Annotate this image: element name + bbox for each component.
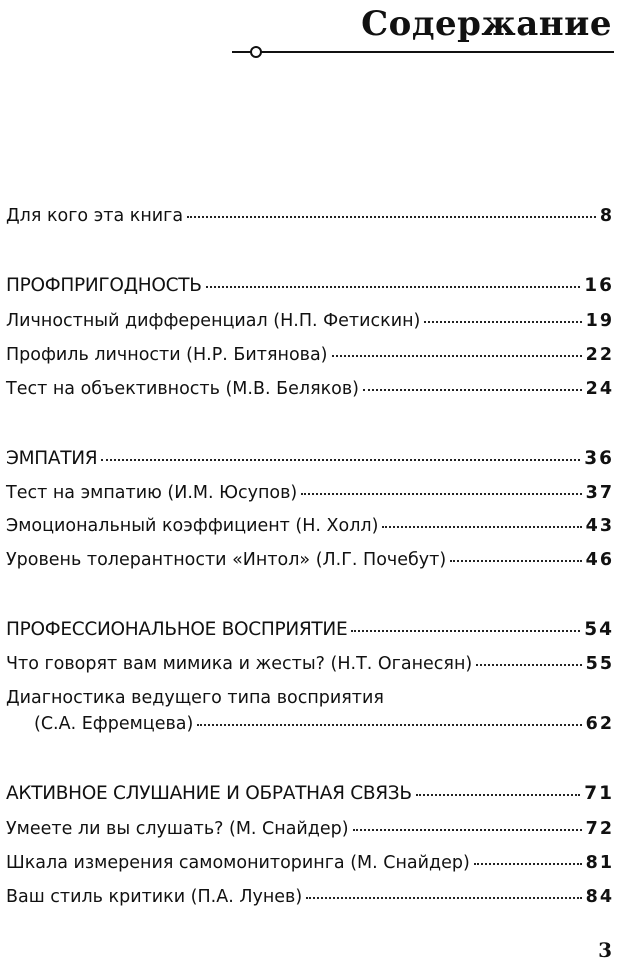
toc-entry[interactable] xyxy=(6,886,614,908)
toc-entry-label: Тест на объективность (М.В. Беляков) xyxy=(6,379,360,399)
toc-entry-label: (С.А. Ефремцева) xyxy=(34,714,194,734)
toc-entry-label: Личностный дифференциал (Н.П. Фетискин) xyxy=(6,311,421,331)
dot-leader xyxy=(206,286,581,288)
dot-leader xyxy=(101,459,580,461)
toc-entry-page: 71 xyxy=(584,783,614,804)
toc-entry-page: 16 xyxy=(584,275,614,296)
dot-leader xyxy=(424,321,581,323)
toc-entry-page: 37 xyxy=(585,483,614,503)
toc-entry-label: ПРОФПРИГОДНОСТЬ xyxy=(6,275,202,296)
page-number: 3 xyxy=(598,938,612,962)
toc-entry-label: Эмоциональный коэффициент (Н. Холл) xyxy=(6,516,379,536)
toc-entry-page: 36 xyxy=(584,448,614,469)
dot-leader xyxy=(476,664,581,666)
toc-entry-label: Профиль личности (Н.Р. Битянова) xyxy=(6,345,328,365)
toc-entry-label: Уровень толерантности «Интол» (Л.Г. Почебут) xyxy=(6,550,447,570)
dot-leader xyxy=(332,355,582,357)
toc-entry[interactable] xyxy=(6,653,614,675)
toc-section-heading[interactable] xyxy=(6,783,614,805)
toc-entry-page: 43 xyxy=(585,516,614,536)
toc-entry-label: Умеете ли вы слушать? (М. Снайдер) xyxy=(6,819,349,839)
toc-entry-page: 46 xyxy=(585,550,614,570)
toc-entry[interactable] xyxy=(6,344,614,366)
dot-leader xyxy=(301,493,581,495)
toc-section-heading[interactable] xyxy=(6,619,614,641)
toc-entry-label: АКТИВНОЕ СЛУШАНИЕ И ОБРАТНАЯ СВЯЗЬ xyxy=(6,783,412,804)
toc-entry-page: 81 xyxy=(585,853,614,873)
dot-leader xyxy=(351,630,580,632)
dot-leader xyxy=(353,829,582,831)
toc-entry-page: 19 xyxy=(585,311,614,331)
dot-leader xyxy=(197,724,581,726)
toc-section-heading[interactable] xyxy=(6,275,614,297)
toc-entry-page: 24 xyxy=(585,379,614,399)
toc-entry-page: 8 xyxy=(599,206,614,226)
dot-leader xyxy=(416,794,581,796)
toc-entry-label-line1: Диагностика ведущего типа восприятия xyxy=(6,688,384,708)
toc-entry[interactable] xyxy=(6,515,614,537)
toc-entry-page: 22 xyxy=(585,345,614,365)
dot-leader xyxy=(306,897,581,899)
dot-leader xyxy=(187,216,596,218)
toc-entry-label: Для кого эта книга xyxy=(6,206,184,226)
toc-entry-label: Шкала измерения самомониторинга (М. Снайдер) xyxy=(6,853,470,873)
toc-entry[interactable] xyxy=(6,818,614,840)
toc-entry[interactable] xyxy=(34,713,614,735)
page-title: Содержание xyxy=(361,4,612,44)
dot-leader xyxy=(363,389,582,391)
toc-entry-page: 55 xyxy=(585,654,614,674)
toc-entry[interactable] xyxy=(6,482,614,504)
dot-leader xyxy=(450,560,581,562)
dot-leader xyxy=(382,526,581,528)
toc-entry-page: 54 xyxy=(584,619,614,640)
toc-entry[interactable] xyxy=(6,378,614,400)
toc-entry-label: ЭМПАТИЯ xyxy=(6,448,98,469)
dot-leader xyxy=(474,863,582,865)
toc-entry-page: 72 xyxy=(585,819,614,839)
toc-entry-label: Тест на эмпатию (И.М. Юсупов) xyxy=(6,483,298,503)
toc-entry[interactable] xyxy=(6,205,614,227)
toc-entry-page: 62 xyxy=(585,714,614,734)
toc-entry-page: 84 xyxy=(585,887,614,907)
toc-entry-label: Что говорят вам мимика и жесты? (Н.Т. Оганесян) xyxy=(6,654,473,674)
toc-section-heading[interactable] xyxy=(6,448,614,470)
toc-entry-label: ПРОФЕССИОНАЛЬНОЕ ВОСПРИЯТИЕ xyxy=(6,619,348,640)
toc-entry[interactable] xyxy=(6,852,614,874)
toc-entry-label: Ваш стиль критики (П.А. Лунев) xyxy=(6,887,303,907)
toc-entry[interactable] xyxy=(6,310,614,332)
toc-entry[interactable] xyxy=(6,549,614,571)
